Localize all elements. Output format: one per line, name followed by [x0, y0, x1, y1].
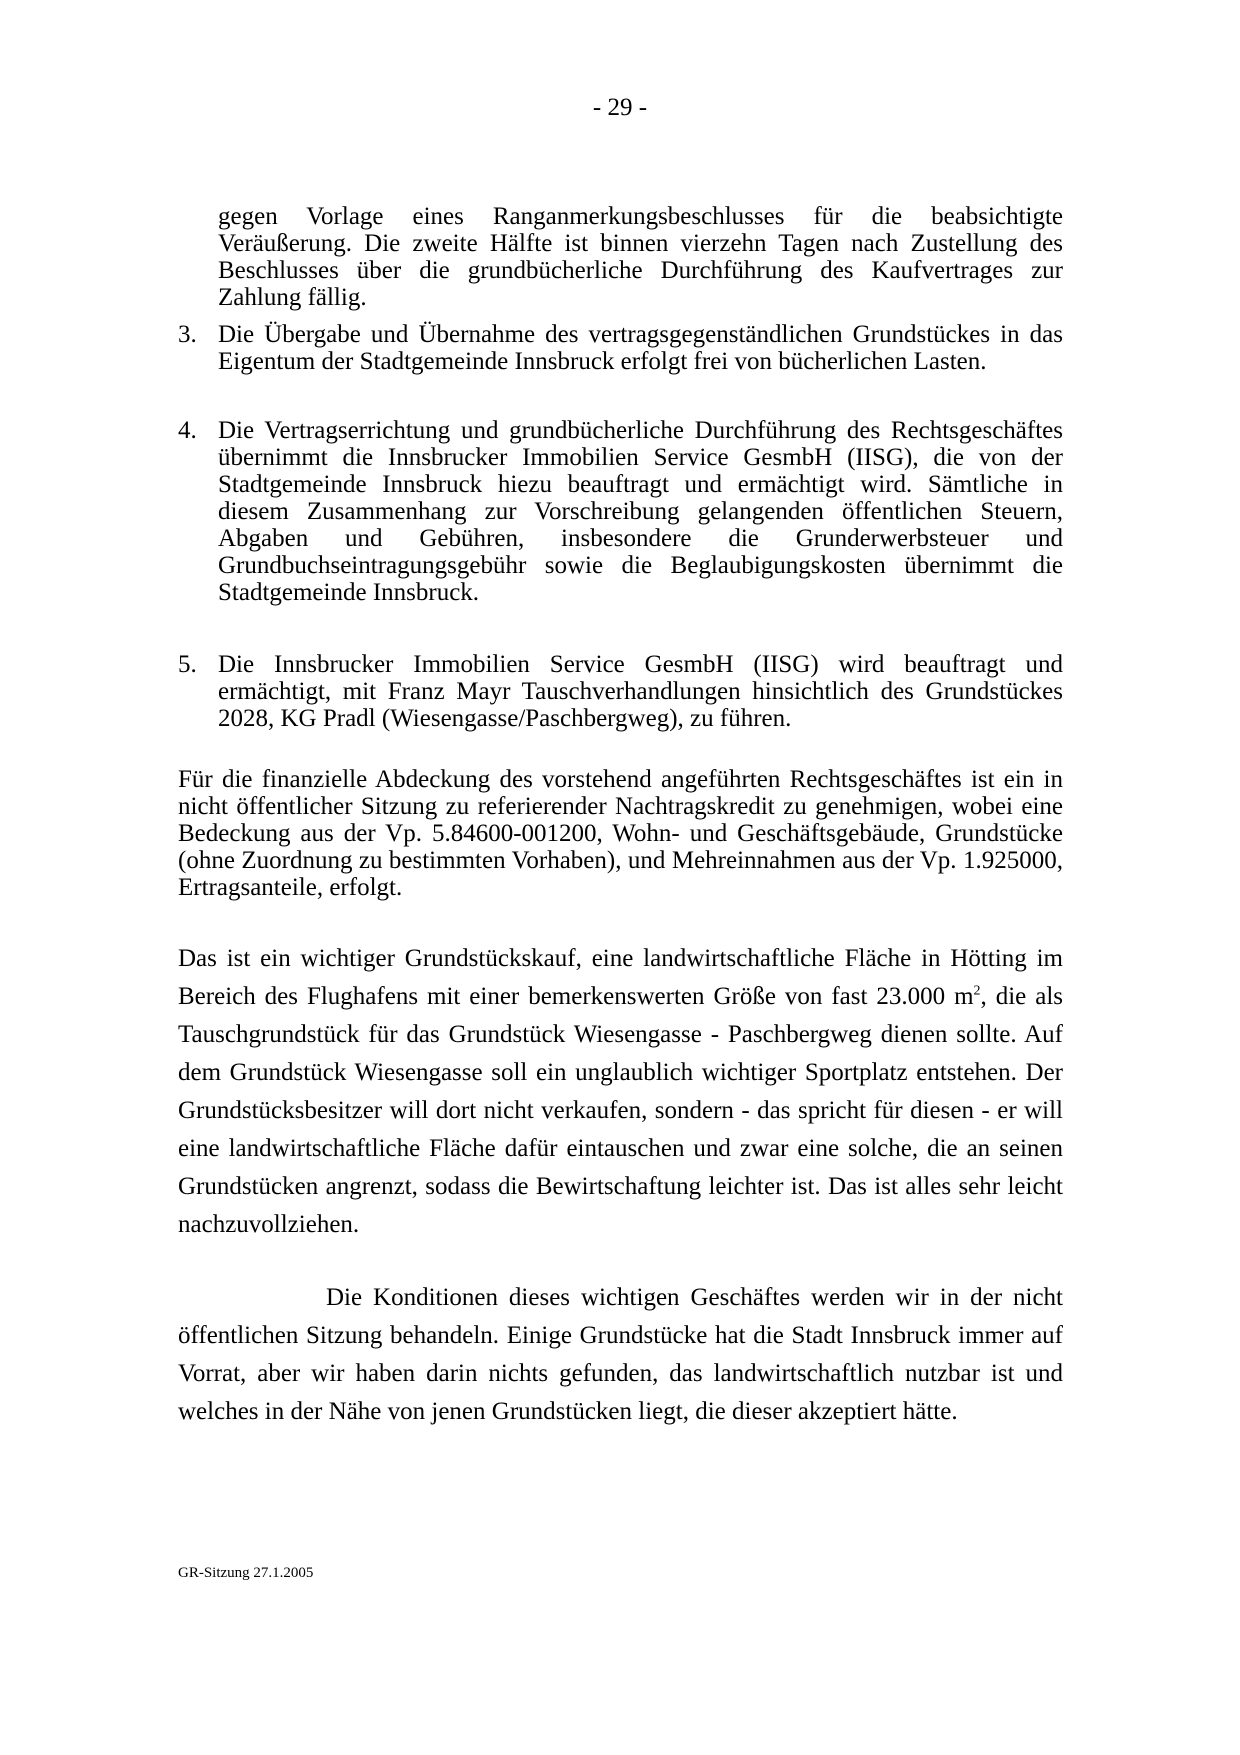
resolution-list-item-3-container: [178, 321, 1063, 375]
page-footer: GR-Sitzung 27.1.2005: [178, 1565, 314, 1581]
area-superscript: 2: [973, 983, 981, 999]
list-item-number: 3.: [178, 321, 197, 348]
list-item-number: 5.: [178, 651, 197, 678]
speech-text-part: Das ist ein wichtiger Grundstückskauf, eine landwirtschaftliche Fläche in Hötting im Bereich des Flughafens mit einer bemerkenswerten Größe von fast 23.000 m: [178, 945, 1063, 1010]
continuation-paragraph: gegen Vorlage eines Ranganmerkungsbeschlusses für die beabsichtigte Veräußerung. Die zweite Hälfte ist binnen vierzehn Tagen nach Zustellung des Beschlusses über die grundbücherliche Durchführung des Kaufvertrages zur Zahlung fällig.: [218, 203, 1063, 311]
list-item: [178, 321, 1063, 375]
list-item-text: Die Innsbrucker Immobilien Service GesmbH (IISG) wird beauftragt und ermächtigt, mit Franz Mayr Tauschverhandlungen hinsichtlich des Grundstückes 2028, KG Pradl (Wiesengasse/Paschbergweg), zu führen.: [218, 651, 1063, 732]
list-item: [178, 651, 1063, 732]
financing-paragraph: Für die finanzielle Abdeckung des vorstehend angeführten Rechtsgeschäftes ist ein in nicht öffentlicher Sitzung zu referierender Nachtragskredit zu genehmigen, wobei eine Bedeckung aus der Vp. 5.84600-001200, Wohn- und Geschäftsgebäude, Grundstücke (ohne Zuordnung zu bestimmten Vorhaben), und Mehreinnahmen aus der Vp. 1.925000, Ertragsanteile, erfolgt.: [178, 766, 1063, 901]
resolution-list-item-5-container: [178, 651, 1063, 732]
speech-paragraph-indented: Die Konditionen dieses wichtigen Geschäftes werden wir in der nicht öffentlichen Sitzung behandeln. Einige Grundstücke hat die Stadt Innsbruck immer auf Vorrat, aber wir haben darin nichts gefunden, das landwirtschaftlich nutzbar ist und welches in der Nähe von jenen Grundstücken liegt, die dieser akzeptiert hätte.: [178, 1284, 1063, 1425]
list-item-text: Die Vertragserrichtung und grundbücherliche Durchführung des Rechtsgeschäftes übernimmt die Innsbrucker Immobilien Service GesmbH (IISG), die von der Stadtgemeinde Innsbruck hiezu beauftragt und ermächtigt wird. Sämtliche in diesem Zusammenhang zur Vorschreibung gelangenden öffentlichen Steuern, Abgaben und Gebühren, insbesondere die Grunderwerbsteuer und Grundbuchseintragungsgebühr sowie die Beglaubigungskosten übernimmt die Stadtgemeinde Innsbruck.: [218, 417, 1063, 606]
list-item-text: Die Übergabe und Übernahme des vertragsgegenständlichen Grundstückes in das Eigentum der Stadtgemeinde Innsbruck erfolgt frei von bücherlichen Lasten.: [218, 321, 1063, 375]
list-item-number: 4.: [178, 417, 197, 444]
speech-text-part: , die als Tauschgrundstück für das Grundstück Wiesengasse - Paschbergweg dienen sollte. Auf dem Grundstück Wiesengasse soll ein unglaublich wichtiger Sportplatz entstehen. Der Grundstücksbesitzer will dort nicht verkaufen, sondern - das spricht für diesen - er will eine landwirtschaftliche Fläche dafür eintauschen und zwar eine solche, die an seinen Grundstücken angrenzt, sodass die Bewirtschaftung leichter ist. Das ist alles sehr leicht nachzuvollziehen.: [178, 983, 1063, 1238]
list-item: [178, 417, 1063, 606]
speech-paragraph: [178, 940, 1063, 1244]
page-number: - 29 -: [592, 94, 648, 121]
resolution-list-item-4-container: [178, 417, 1063, 606]
